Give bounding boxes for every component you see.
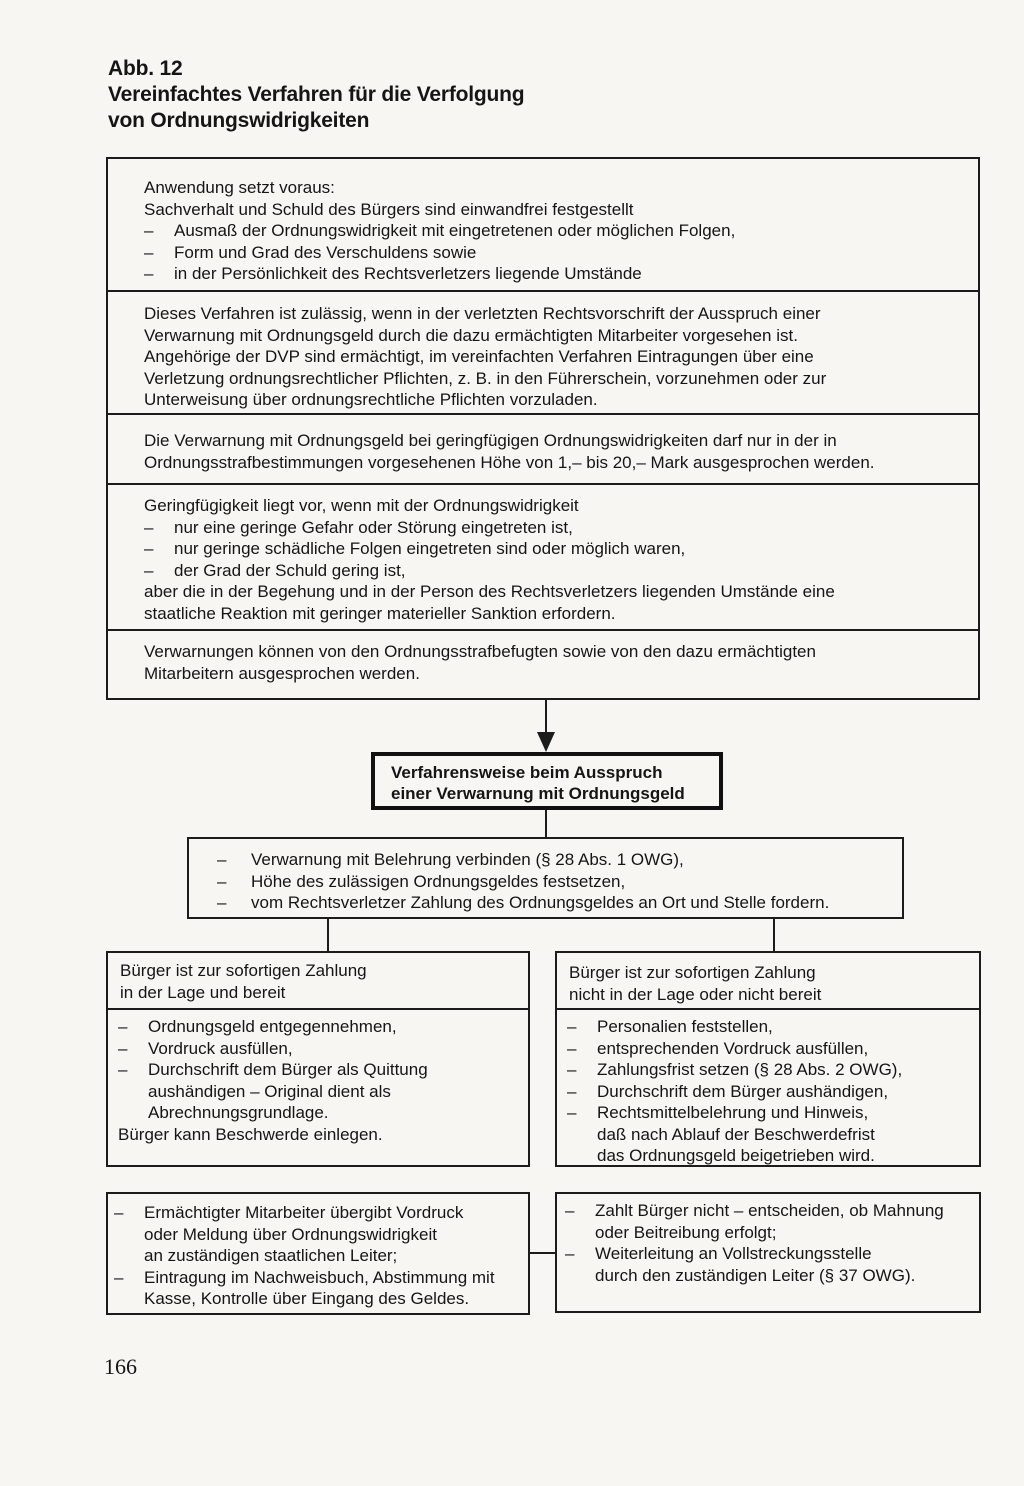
list-item [144,263,960,285]
list-item-continuation [114,1288,528,1310]
text-line: Ordnungsstrafbestimmungen vorgesehenen Höhe von 1,– bis 20,– Mark ausgesprochen werden. [144,452,875,472]
section-admissibility [108,303,978,411]
list-item-continuation [567,1124,902,1146]
section-amount [108,430,978,473]
list-item-text: Durchschrift dem Bürger als Quittung [148,1060,428,1079]
dash-marker: – [217,871,227,891]
list-item-text: in der Persönlichkeit des Rechtsverletzers liegende Umstände [174,264,642,283]
page-number: 166 [104,1354,137,1379]
list-item-text: Ermächtigter Mitarbeiter übergibt Vordruck [144,1203,464,1222]
list-item-text: nur eine geringe Gefahr oder Störung eingetreten ist, [174,517,573,537]
list-item-text: Abrechnungsgrundlage. [148,1103,329,1122]
list-item [567,1102,902,1124]
header-line: Bürger ist zur sofortigen Zahlung [569,963,816,982]
connector-line [545,810,547,837]
section-prerequisites [108,177,978,285]
list-item [567,1038,902,1060]
list-item-text: an zuständigen staatlichen Leiter; [144,1246,398,1265]
procedure-title-line-1: Verfahrensweise beim Ausspruch [391,763,663,782]
list-item [217,892,892,914]
right-final-box [555,1192,981,1313]
header-line: Bürger ist zur sofortigen Zahlung [120,961,367,980]
figure-title [108,56,524,134]
dash-marker: – [144,539,154,558]
list-item-continuation [118,1081,428,1103]
list-item [565,1200,979,1222]
list-item-text: aushändigen – Original dient als [148,1081,391,1101]
list-item [144,560,960,582]
dash-marker: – [114,1203,124,1222]
text-line: Verwarnungen können von den Ordnungsstrafbefugten sowie von den dazu ermächtigten [144,642,816,661]
figure-title-line-2: von Ordnungswidrigkeiten [108,109,370,132]
list-item-text: der Grad der Schuld gering ist, [174,560,406,580]
dash-marker: – [567,1038,577,1058]
list-item [567,1016,902,1038]
list-item [567,1059,902,1081]
dash-marker: – [144,242,154,262]
list-item-continuation [567,1145,902,1167]
text-line: Dieses Verfahren ist zulässig, wenn in der verletzten Rechtsvorschrift der Ausspruch einer [144,304,821,323]
dash-marker: – [565,1201,575,1220]
list-item-text: oder Meldung über Ordnungswidrigkeit [144,1224,437,1244]
connector-line [773,919,775,951]
connector-line [327,919,329,951]
list-item [217,871,892,893]
list-item-text: Ausmaß der Ordnungswidrigkeit mit eingetretenen oder möglichen Folgen, [174,221,736,240]
dash-marker: – [144,264,154,283]
left-branch-actions [118,1016,428,1145]
list-item-text: oder Beitreibung erfolgt; [595,1222,777,1242]
section-divider [108,290,978,292]
section-divider [108,413,978,415]
left-branch-box [106,951,530,1167]
figure-number: Abb. 12 [108,57,183,80]
list-item [565,1243,979,1265]
text-line: aber die in der Begehung und in der Person des Rechtsverletzers liegenden Umstände eine [144,582,835,601]
section-minor-offence [108,495,978,624]
dash-marker: – [217,893,227,912]
connector-line [530,1252,555,1254]
dash-marker: – [144,517,154,537]
list-item [144,538,960,560]
right-branch-actions [567,1016,902,1167]
dash-marker: – [217,850,227,869]
section-divider [108,629,978,631]
left-final-box [106,1192,530,1315]
list-item-text: Ordnungsgeld entgegennehmen, [148,1017,397,1036]
list-item [567,1081,902,1103]
section-divider [108,1008,528,1010]
list-item-text: Kasse, Kontrolle über Eingang des Geldes. [144,1289,470,1308]
right-branch-box [555,951,981,1167]
complaint-note: Bürger kann Beschwerde einlegen. [118,1124,383,1144]
list-item-continuation [118,1102,428,1124]
list-item [118,1016,428,1038]
arrow-down-icon [537,732,555,752]
text-line: Die Verwarnung mit Ordnungsgeld bei geringfügigen Ordnungswidrigkeiten darf nur in der in [144,431,837,450]
dash-marker: – [118,1017,128,1036]
list-item [114,1267,528,1289]
procedure-box [371,752,723,810]
dash-marker: – [118,1060,128,1079]
list-item-text: Personalien feststellen, [597,1017,773,1036]
steps-box [187,837,904,919]
dash-marker: – [144,560,154,580]
list-item-text: entsprechenden Vordruck ausfüllen, [597,1038,869,1058]
list-item-text: Rechtsmittelbelehrung und Hinweis, [597,1103,869,1122]
dash-marker: – [567,1103,577,1122]
text-line: Sachverhalt und Schuld des Bürgers sind einwandfrei festgestellt [144,199,634,219]
text-line: Mitarbeitern ausgesprochen werden. [144,663,420,683]
text-line: Unterweisung über ordnungsrechtliche Pflichten vorzuladen. [144,390,598,409]
text-line: Verwarnung mit Ordnungsgeld durch die dazu ermächtigten Mitarbeiter vorgesehen ist. [144,325,798,345]
dash-marker: – [565,1244,575,1263]
list-item [144,242,960,264]
list-item-continuation [565,1265,979,1287]
prerequisites-box [106,157,980,700]
list-item-text: Weiterleitung an Vollstreckungsstelle [595,1244,872,1263]
text-line: Verletzung ordnungsrechtlicher Pflichten, z. B. in den Führerschein, vorzunehmen oder zur [144,368,827,388]
text-line: Geringfügigkeit liegt vor, wenn mit der Ordnungswidrigkeit [144,496,579,515]
list-item-text: Eintragung im Nachweisbuch, Abstimmung mit [144,1267,495,1287]
section-divider [108,483,978,485]
dash-marker: – [118,1038,128,1058]
text-line: Angehörige der DVP sind ermächtigt, im vereinfachten Verfahren Eintragungen über eine [144,347,814,366]
dash-marker: – [567,1081,577,1101]
dash-marker: – [144,221,154,240]
list-item [118,1038,428,1060]
list-item [217,849,892,871]
list-item-text: Verwarnung mit Belehrung verbinden (§ 28 Abs. 1 OWG), [251,850,684,869]
list-item-text: durch den zuständigen Leiter (§ 37 OWG). [595,1265,916,1285]
list-item-text: Durchschrift dem Bürger aushändigen, [597,1081,889,1101]
dash-marker: – [567,1017,577,1036]
list-item-text: das Ordnungsgeld beigetrieben wird. [597,1146,875,1165]
text-line: staatliche Reaktion mit geringer materieller Sanktion erfordern. [144,603,616,623]
dash-marker: – [114,1267,124,1287]
list-item-text: Zahlt Bürger nicht – entscheiden, ob Mahnung [595,1201,944,1220]
list-item [144,220,960,242]
list-item-continuation [114,1245,528,1267]
section-authorized-persons [108,641,978,684]
list-item-text: Höhe des zulässigen Ordnungsgeldes festsetzen, [251,871,626,891]
list-item-text: daß nach Ablauf der Beschwerdefrist [597,1124,875,1144]
list-item-text: vom Rechtsverletzer Zahlung des Ordnungsgeldes an Ort und Stelle fordern. [251,893,830,912]
list-item-text: Vordruck ausfüllen, [148,1038,293,1058]
list-item-continuation [114,1224,528,1246]
text-line: Anwendung setzt voraus: [144,178,335,197]
list-item [118,1059,428,1081]
section-divider [557,1008,979,1010]
header-line: in der Lage und bereit [120,982,286,1002]
left-branch-header [120,960,367,1003]
figure-title-line-1: Vereinfachtes Verfahren für die Verfolgung [108,83,525,106]
dash-marker: – [567,1060,577,1079]
list-item-text: Zahlungsfrist setzen (§ 28 Abs. 2 OWG), [597,1060,903,1079]
header-line: nicht in der Lage oder nicht bereit [569,984,822,1004]
list-item-text: Form und Grad des Verschuldens sowie [174,242,477,262]
procedure-title-line-2: einer Verwarnung mit Ordnungsgeld [391,784,685,803]
list-item-text: nur geringe schädliche Folgen eingetreten sind oder möglich waren, [174,539,686,558]
list-item [144,517,960,539]
right-branch-header [569,962,821,1005]
list-item-continuation [565,1222,979,1244]
list-item [114,1202,528,1224]
